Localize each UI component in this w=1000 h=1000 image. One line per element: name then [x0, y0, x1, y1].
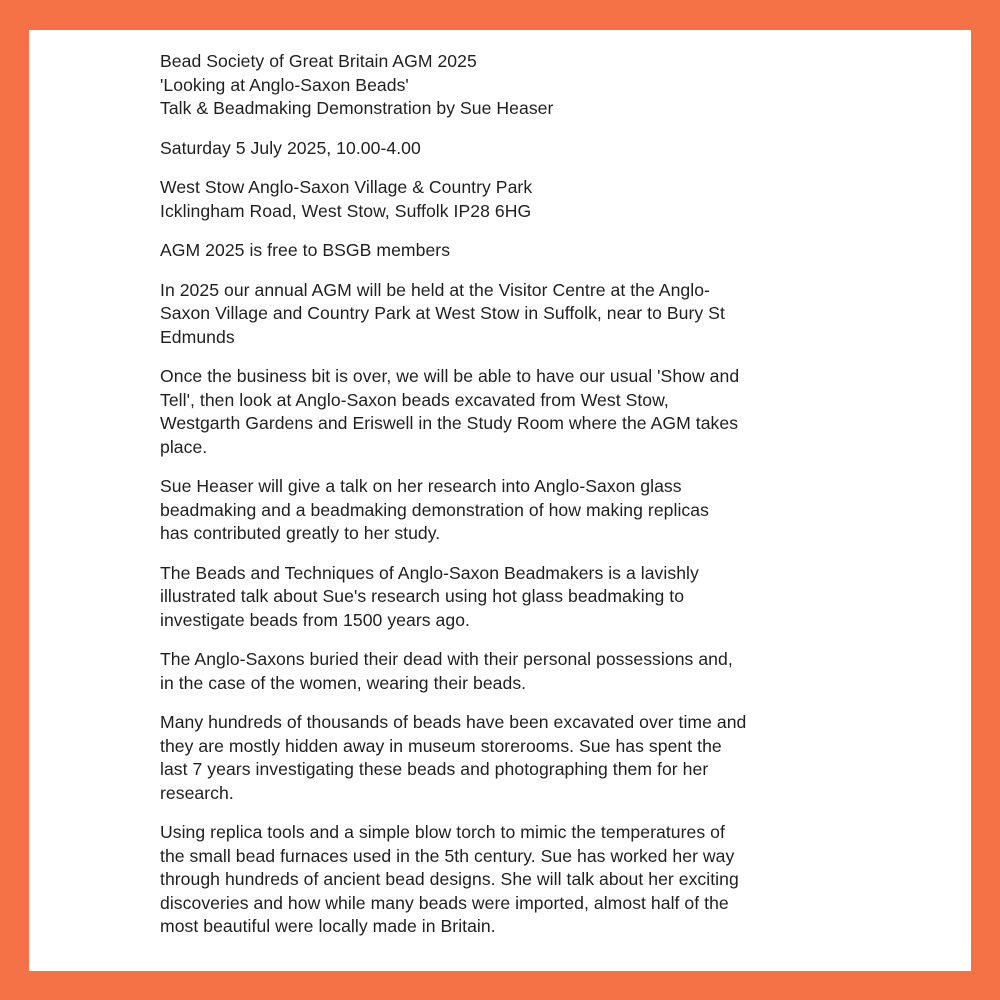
event-subtitle: 'Looking at Anglo-Saxon Beads': [160, 74, 409, 95]
event-admission: [160, 239, 850, 263]
paragraph-line: Saxon Village and Country Park at West Stow in Suffolk, near to Bury St: [160, 303, 725, 323]
paragraph-research: [160, 711, 850, 805]
venue-name: West Stow Anglo-Saxon Village & Country Park: [160, 177, 533, 197]
paragraph-line: in the case of the women, wearing their beads.: [160, 672, 527, 693]
paragraph-talk-intro: [160, 475, 850, 546]
admission-text: AGM 2025 is free to BSGB members: [160, 240, 451, 260]
paragraph-line: In 2025 our annual AGM will be held at the Visitor Centre at the Anglo-: [160, 279, 710, 300]
paragraph-line: Using replica tools and a simple blow torch to mimic the temperatures of: [160, 822, 725, 842]
paragraph-line: beadmaking and a beadmaking demonstration of how making replicas: [160, 499, 709, 520]
paragraph-line: research.: [160, 782, 234, 803]
paragraph-line: last 7 years investigating these beads and photographing them for her: [160, 759, 709, 779]
document-page: [29, 30, 971, 971]
paragraph-line: they are mostly hidden away in museum storerooms. Sue has spent the: [160, 735, 722, 756]
paragraph-line: Sue Heaser will give a talk on her research into Anglo-Saxon glass: [160, 476, 682, 496]
paragraph-line: illustrated talk about Sue's research using hot glass beadmaking to: [160, 586, 685, 606]
paragraph-line: the small bead furnaces used in the 5th century. Sue has worked her way: [160, 845, 735, 866]
paragraph-line: discoveries and how while many beads were imported, almost half of the: [160, 892, 729, 913]
paragraph-line: most beautiful were locally made in Britain.: [160, 916, 496, 936]
paragraph-talk-title: [160, 562, 850, 633]
event-date-time: [160, 137, 850, 161]
paragraph-burials: [160, 648, 850, 695]
venue-address: Icklingham Road, West Stow, Suffolk IP28 6HG: [160, 200, 532, 221]
event-title: Bead Society of Great Britain AGM 2025: [160, 51, 477, 71]
event-venue: [160, 176, 850, 223]
paragraph-line: through hundreds of ancient bead designs. She will talk about her exciting: [160, 869, 739, 889]
date-time-text: Saturday 5 July 2025, 10.00-4.00: [160, 137, 421, 158]
document-content: [160, 50, 850, 955]
paragraph-line: Many hundreds of thousands of beads have been excavated over time and: [160, 712, 747, 732]
paragraph-line: Tell', then look at Anglo-Saxon beads excavated from West Stow,: [160, 389, 669, 410]
paragraph-line: Once the business bit is over, we will be able to have our usual 'Show and: [160, 366, 740, 386]
paragraph-line: The Anglo-Saxons buried their dead with their personal possessions and,: [160, 649, 733, 669]
paragraph-show-and-tell: [160, 365, 850, 459]
paragraph-line: investigate beads from 1500 years ago.: [160, 609, 470, 630]
paragraph-line: has contributed greatly to her study.: [160, 523, 441, 543]
paragraph-line: Westgarth Gardens and Eriswell in the Study Room where the AGM takes: [160, 413, 739, 433]
event-presenter: Talk & Beadmaking Demonstration by Sue Heaser: [160, 98, 554, 118]
paragraph-line: place.: [160, 436, 208, 457]
event-header: [160, 50, 850, 121]
paragraph-line: The Beads and Techniques of Anglo-Saxon Beadmakers is a lavishly: [160, 562, 699, 583]
paragraph-venue-info: [160, 279, 850, 350]
paragraph-line: Edmunds: [160, 326, 235, 347]
paragraph-techniques: [160, 821, 850, 939]
